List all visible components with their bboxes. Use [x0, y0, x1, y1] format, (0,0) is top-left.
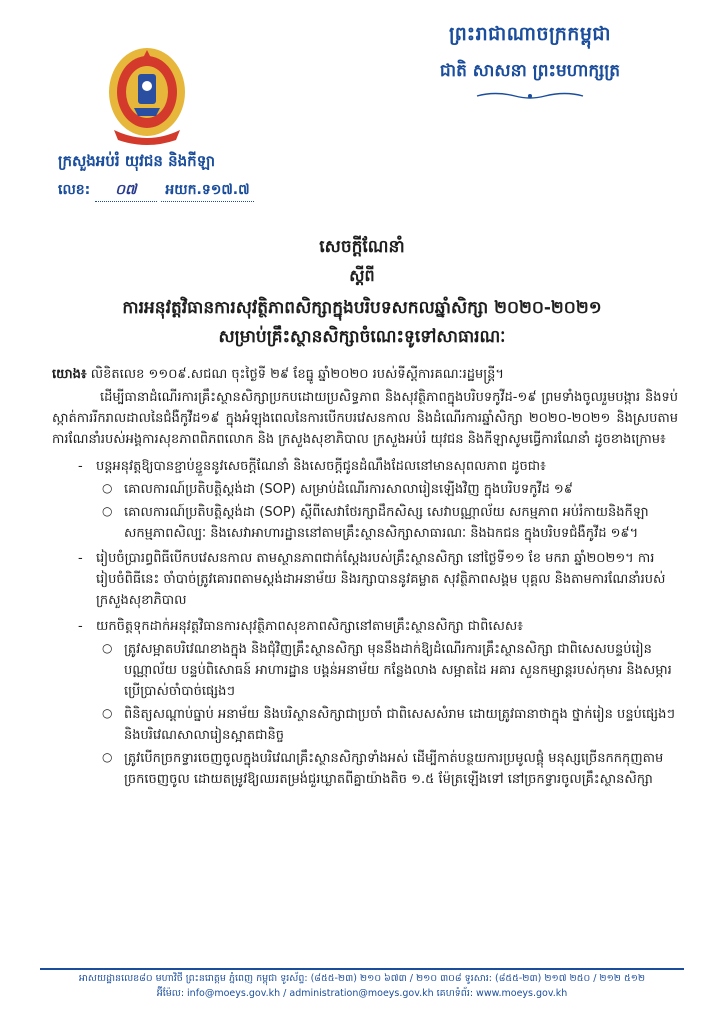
intro-paragraph: ដើម្បីធានាដំណើរការគ្រឹះស្ថានសិក្សាប្រកបដោយប្រសិទ្ធភាព និងសុវត្ថិភាពក្នុងបរិបទកូវីដ-១៩ ព្រមទាំងចូលរួមបង្ការ និងទប់ស្កាត់ការរីករាលដាលនៃជំងឺកូវីដ១៩ ក្នុងអំឡុងពេលនៃការបើកបរវេសនកាល និងដំណើរការឆ្នាំសិក្សា ២០២០-២០២១ និងស្របតាមការណែនាំរបស់អង្គការសុខភាពពិភពលោក និង ក្រសួងសុខាភិបាល ក្រសួងអប់រំ យុវជន និងកីឡាសូមធ្វើការណែនាំ ដូចខាងក្រោម៖: [52, 390, 678, 448]
ornament-divider-icon: [475, 91, 585, 101]
sub-list-item: ○ គោលការណ៍ប្រតិបត្តិស្តង់ដា (SOP) សម្រាប់ដំណើរការសាលារៀនឡើងវិញ ក្នុងបរិបទកូវីដ ១៩: [96, 479, 678, 500]
reference-label: លេខ:: [58, 182, 91, 198]
reference-line: [58, 180, 254, 202]
reference-paragraph: [52, 364, 678, 385]
sub-list: [96, 479, 678, 544]
reference-paragraph-text: លិខិតលេខ ១១០៩.សជណ ចុះថ្ងៃទី ២៩ ខែធ្នូ ឆ្នាំ២០២០ របស់ទីស្តីការគណៈរដ្ឋមន្ត្រី។: [86, 367, 504, 382]
title-line-2: ស្តីពី: [349, 266, 375, 285]
document-body: [52, 364, 678, 790]
list-item-text: បន្តអនុវត្តឱ្យបានខ្ជាប់ខ្ជួននូវសេចក្តីណែនាំ និងសេចក្តីជូនដំណឹងដែលនៅមានសុពលភាព ដូចជា៖: [96, 459, 546, 475]
title-line-3: ការអនុវត្តវិធានការសុវត្ថិភាពសិក្សាក្នុងបរិបទសកលឆ្នាំសិក្សា ២០២០-២០២១: [122, 298, 602, 318]
title-line-1: សេចក្តីណែនាំ: [319, 237, 405, 257]
list-item: [52, 548, 678, 611]
sub-list-item: ○ គោលការណ៍ប្រតិបត្តិស្តង់ដា (SOP) ស្តីពីសេវាថែរក្សាដឹកសិស្ស សេវាបណ្ណាល័យ សកម្មភាព អប់រំកាយនិងកីឡា សកម្មភាពសិល្បៈ និងសេវាអាហារដ្ឋាននៅតាមគ្រឹះស្ថានសិក្សាសាធារណៈ និងឯកជន ក្នុងបរិបទជំងឺកូវីដ ១៩។: [96, 502, 678, 544]
ministry-emblem-icon: [104, 42, 190, 146]
list-item: [52, 616, 678, 790]
sub-list-item: ○ ត្រូវបើកច្រកទ្វារចេញចូលក្នុងបរិវេណគ្រឹះស្ថានសិក្សាទាំងអស់ ដើម្បីកាត់បន្ថយការប្រមូលផ្តុំ មនុស្សច្រើនកកកុញតាមច្រកចេញចូល ដោយតម្រូវឱ្យឈរតម្រង់ជួរឃ្លាតពីគ្នាយ៉ាងតិច ១.៥ ម៉ែត្រឡើងទៅ នៅច្រកទ្វារចូលគ្រឹះស្ថានសិក្សា: [96, 748, 678, 790]
sub-list: [96, 639, 678, 790]
kingdom-name: ព្រះរាជាណាចក្រកម្ពុជា: [449, 23, 611, 45]
footer-divider: [40, 968, 684, 970]
reference-number: ០៧: [95, 180, 156, 202]
list-item: [52, 456, 678, 544]
reference-paragraph-label: យោង៖: [52, 367, 87, 382]
reference-code: អយក.ទ១៧.៧: [161, 180, 253, 202]
list-item-text: រៀបចំប្រារព្ធពិធីបើកបវេសនកាល តាមស្ថានភាពជាក់ស្តែងរបស់គ្រឹះស្ថានសិក្សា នៅថ្ងៃទី១១ ខែ មករា ឆ្នាំ២០២១។ ការរៀបចំពិធីនេះ ចាំបាច់ត្រូវគោរពតាមស្តង់ដាអនាម័យ និងរក្សាបាននូវគម្លាត សុវត្ថិភាពសង្គម បុគ្គល និងតាមការណែនាំរបស់ក្រសួងសុខាភិបាល: [96, 551, 666, 609]
document-title: [40, 236, 684, 351]
list-item-text: យកចិត្តទុកដាក់អនុវត្តវិធានការសុវត្ថិភាពសុខភាពសិក្សានៅតាមគ្រឹះស្ថានសិក្សា ជាពិសេស៖: [96, 618, 524, 634]
footer-contact: អ៊ីម៉ែល: info@moeys.gov.kh / administration@moeys.gov.kh គេហទំព័រ: www.moeys.gov.kh: [156, 987, 568, 999]
instruction-list: [52, 456, 678, 790]
title-line-4: សម្រាប់គ្រឹះស្ថានសិក្សាចំណេះទូទៅសាធារណៈ: [218, 327, 506, 347]
national-motto: ជាតិ សាសនា ព្រះមហាក្សត្រ: [439, 61, 621, 81]
ministry-name: ក្រសួងអប់រំ យុវជន និងកីឡា: [58, 152, 216, 170]
kingdom-header: [410, 22, 650, 105]
sub-list-item: ○ ត្រូវសម្អាតបរិវេណខាងក្នុង និងជុំវិញគ្រឹះស្ថានសិក្សា មុននឹងដាក់ឱ្យដំណើរការគ្រឹះស្ថានសិក្សា ជាពិសេសបន្ទប់រៀន បណ្ណាល័យ បន្ទប់ពិសោធន៍ អាហារដ្ឋាន បង្គន់អនាម័យ កន្លែងលាង សម្អាតដៃ អគារ សួនកម្សាន្តរបស់កុមារ និងសម្ភារប្រើប្រាស់ចាំបាច់ផ្សេងៗ: [96, 639, 678, 702]
sub-list-item: ○ ពិនិត្យសណ្តាប់ធ្នាប់ អនាម័យ និងបរិស្ថានសិក្សាជាប្រចាំ ជាពិសេសសំរាម ដោយត្រូវធានាថាក្នុង ថ្នាក់រៀន បន្ទប់ផ្សេងៗ និងបរិវេណសាលារៀនស្អាតជានិច្ច: [96, 704, 678, 746]
footer: [40, 972, 684, 1001]
footer-address: អាសយដ្ឋានលេខ៨០ មហាវិថី ព្រះនរោត្តម ភ្នំពេញ កម្ពុជា ទូរស័ព្ទ: (៨៥៥-២៣) ២១០ ៦៧៣ / ២១០ ៣០៨ ទូរសារ: (៨៥៥-២៣) ២១៧ ២៥០ / ២១២ ៥១២: [78, 973, 646, 984]
